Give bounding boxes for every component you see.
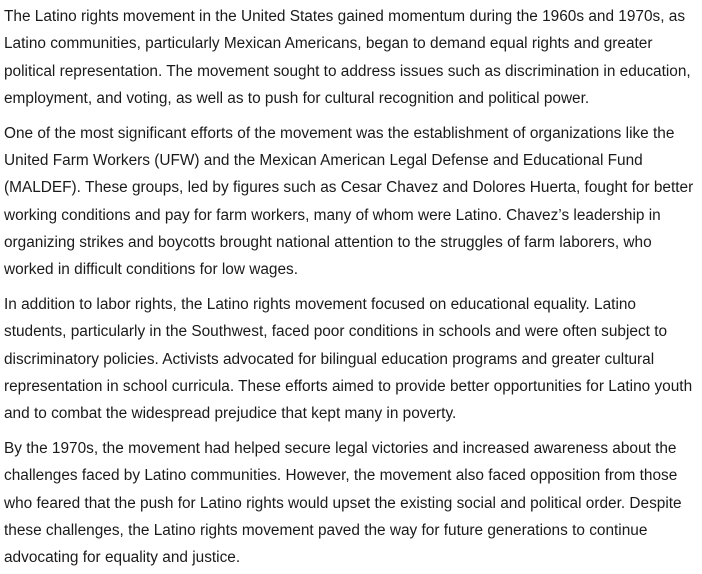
- paragraph-3: In addition to labor rights, the Latino rights movement focused on educational equality. Latino students, particularly in the Southwest, faced poor conditions in schools and were often subject to discriminatory policies. Activists advocated for bilingual education programs and greater cultural representation in school curricula. These efforts aimed to provide better opportunities for Latino youth and to combat the widespread prejudice that kept many in poverty.: [4, 295, 693, 423]
- paragraph-2: One of the most significant efforts of the movement was the establishment of organizations like the United Farm Workers (UFW) and the Mexican American Legal Defense and Educational Fund (MALDEF). These groups, led by figures such as Cesar Chavez and Dolores Huerta, fought for better working conditions and pay for farm workers, many of whom were Latino. Chavez’s leadership in organizing strikes and boycotts brought national attention to the struggles of farm laborers, who worked in difficult conditions for low wages.: [4, 124, 694, 279]
- paragraph-1: The Latino rights movement in the United States gained momentum during the 1960s and 1970s, as Latino communities, particularly Mexican Americans, began to demand equal rights and greater political representation. The movement sought to address issues such as discrimination in education, employment, and voting, as well as to push for cultural recognition and political power.: [4, 8, 691, 107]
- paragraph-4: By the 1970s, the movement had helped secure legal victories and increased awareness about the challenges faced by Latino communities. However, the movement also faced opposition from those who feared that the push for Latino rights would upset the existing social and political order. Despite these challenges, the Latino rights movement paved the way for future generations to continue advocating for equality and justice.: [4, 439, 682, 567]
